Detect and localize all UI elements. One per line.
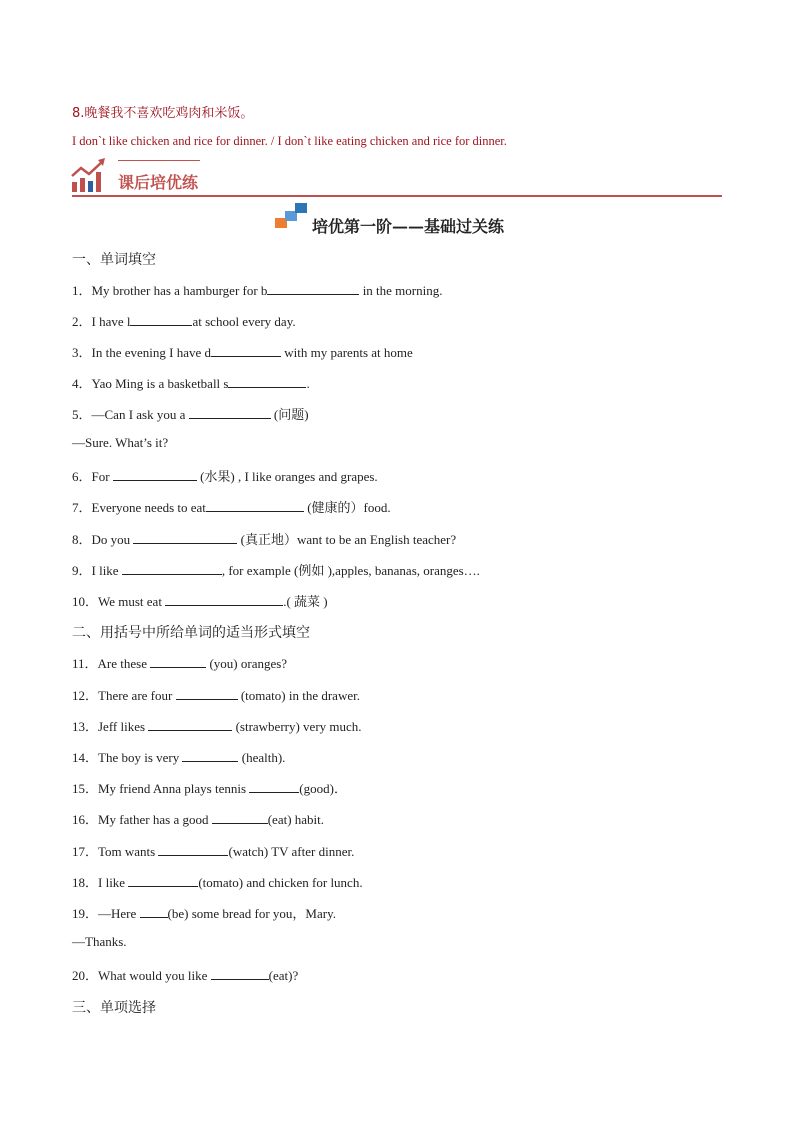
subheader-title: 培优第一阶——基础过关练	[312, 217, 505, 236]
answer-blank[interactable]	[128, 874, 198, 887]
answer-blank[interactable]	[267, 282, 359, 295]
answer-blank[interactable]	[228, 375, 306, 388]
answer-blank[interactable]	[148, 718, 232, 731]
question-5: 5．—Can I ask you a (问题)	[72, 407, 309, 422]
answer-english-line: I don`t like chicken and rice for dinner. / I don`t like eating chicken and rice for dinner.	[72, 134, 507, 148]
question-2: 2．I have l at school every day.	[72, 314, 296, 329]
answer-blank[interactable]	[140, 905, 168, 918]
answer-blank[interactable]	[182, 749, 238, 762]
question-14: 14．The boy is very (health).	[72, 750, 286, 765]
question-8: 8．Do you (真正地）want to be an English teacher?	[72, 532, 457, 547]
header-title: 课后培优练	[118, 173, 199, 192]
answer-blank[interactable]	[158, 843, 228, 856]
answer-blank[interactable]	[206, 499, 304, 512]
question-3: 3．In the evening I have d with my parents at home	[72, 345, 413, 360]
question-19-response: —Thanks.	[72, 934, 127, 949]
answer-blank[interactable]	[176, 687, 238, 700]
question-16: 16．My father has a good (eat) habit.	[72, 812, 325, 827]
question-6: 6．For (水果) , I like oranges and grapes.	[72, 469, 378, 484]
question-15: 15．My friend Anna plays tennis (good)．	[72, 781, 347, 796]
answer-blank[interactable]	[211, 967, 269, 980]
answer-blank[interactable]	[211, 344, 281, 357]
answer-number-line: 8.晚餐我不喜欢吃鸡肉和米饭。	[72, 106, 254, 121]
header-rule	[72, 195, 722, 197]
answer-blank[interactable]	[130, 313, 192, 326]
answer-blank[interactable]	[165, 593, 283, 606]
question-1: 1．My brother has a hamburger for b in the morning.	[72, 283, 443, 298]
question-11: 11．Are these (you) oranges?	[72, 656, 288, 671]
section-3-title: 三、单项选择	[72, 1000, 156, 1016]
question-10: 10．We must eat .( 蔬菜 )	[72, 594, 328, 609]
question-20: 20．What would you like (eat)?	[72, 968, 299, 983]
question-13: 13．Jeff likes (strawberry) very much.	[72, 719, 362, 734]
question-19: 19．—Here (be) some bread for you，Mary.	[72, 906, 336, 921]
question-17: 17．Tom wants (watch) TV after dinner.	[72, 844, 355, 859]
answer-blank[interactable]	[249, 780, 299, 793]
section-1-title: 一、单词填空	[72, 252, 156, 268]
question-9: 9．I like , for example (例如 ),apples, bananas, oranges….	[72, 563, 480, 578]
answer-blank[interactable]	[212, 811, 268, 824]
chart-growth-icon	[70, 158, 110, 194]
answer-blank[interactable]	[133, 531, 237, 544]
answer-blank[interactable]	[122, 562, 222, 575]
question-18: 18．I like (tomato) and chicken for lunch.	[72, 875, 363, 890]
section-2-title: 二、用括号中所给单词的适当形式填空	[72, 625, 310, 641]
answer-blank[interactable]	[113, 468, 197, 481]
steps-icon	[275, 203, 309, 229]
question-7: 7．Everyone needs to eat (健康的）food.	[72, 500, 391, 515]
header-top-rule	[118, 160, 200, 161]
question-4: 4．Yao Ming is a basketball s .	[72, 376, 310, 391]
answer-blank[interactable]	[150, 655, 206, 668]
question-12: 12．There are four (tomato) in the drawer.	[72, 688, 360, 703]
answer-blank[interactable]	[189, 406, 271, 419]
question-5-response: —Sure. What’s it?	[72, 435, 169, 450]
